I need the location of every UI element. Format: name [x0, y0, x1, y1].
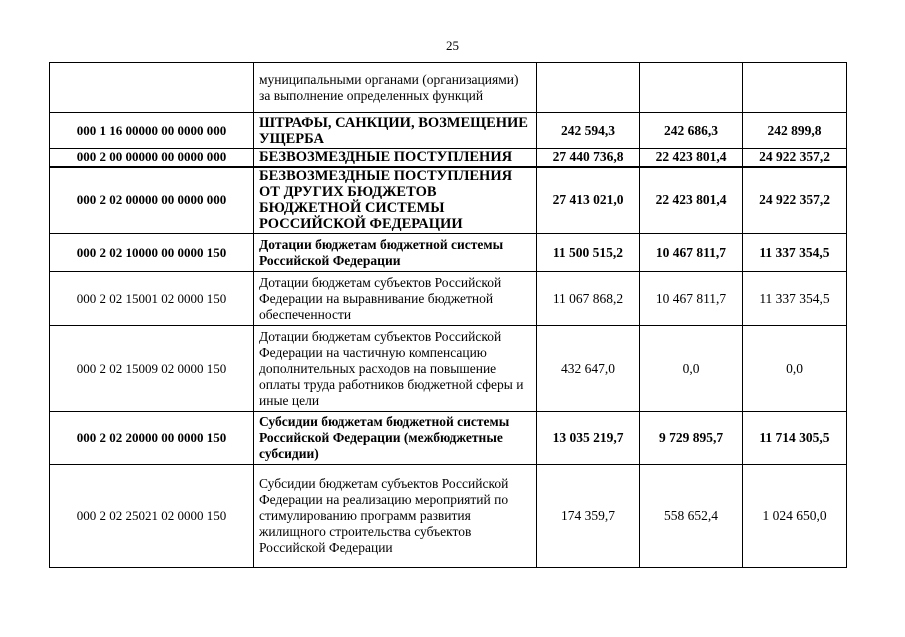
- table-row: [50, 149, 847, 167]
- row-value-3: [743, 63, 847, 113]
- table-row: [50, 326, 847, 412]
- table-row: [50, 234, 847, 272]
- row-value-1: 432 647,0: [537, 326, 640, 412]
- row-code: 000 2 02 00000 00 0000 000: [50, 167, 254, 234]
- row-value-2: [640, 63, 743, 113]
- row-name: БЕЗВОЗМЕЗДНЫЕ ПОСТУПЛЕНИЯ: [254, 149, 537, 167]
- row-value-3: 0,0: [743, 326, 847, 412]
- row-code: 000 2 02 20000 00 0000 150: [50, 412, 254, 465]
- row-code: 000 2 02 25021 02 0000 150: [50, 465, 254, 568]
- row-code: 000 2 02 15009 02 0000 150: [50, 326, 254, 412]
- row-value-3: 11 714 305,5: [743, 412, 847, 465]
- row-value-3: 1 024 650,0: [743, 465, 847, 568]
- row-value-3: 11 337 354,5: [743, 234, 847, 272]
- table-row: [50, 272, 847, 326]
- row-name: ШТРАФЫ, САНКЦИИ, ВОЗМЕЩЕНИЕ УЩЕРБА: [254, 113, 537, 149]
- table-row: [50, 412, 847, 465]
- row-name: Субсидии бюджетам субъектов Российской Федерации на реализацию мероприятий по стимулированию программ развития жилищного строительства субъектов Российской Федерации: [254, 465, 537, 568]
- row-value-2: 10 467 811,7: [640, 234, 743, 272]
- row-name: муниципальными органами (организациями) за выполнение определенных функций: [254, 63, 537, 113]
- row-value-3: 24 922 357,2: [743, 167, 847, 234]
- row-value-1: 242 594,3: [537, 113, 640, 149]
- row-name: Дотации бюджетам субъектов Российской Федерации на частичную компенсацию дополнительных расходов на повышение оплаты труда работников бюджетной сферы и иные цели: [254, 326, 537, 412]
- row-name: Субсидии бюджетам бюджетной системы Российской Федерации (межбюджетные субсидии): [254, 412, 537, 465]
- row-value-1: 27 413 021,0: [537, 167, 640, 234]
- row-code: [50, 63, 254, 113]
- row-value-2: 22 423 801,4: [640, 167, 743, 234]
- budget-revenue-table: [49, 62, 847, 568]
- row-value-2: 242 686,3: [640, 113, 743, 149]
- row-value-2: 558 652,4: [640, 465, 743, 568]
- row-code: 000 2 02 15001 02 0000 150: [50, 272, 254, 326]
- row-value-2: 10 467 811,7: [640, 272, 743, 326]
- table-row: [50, 63, 847, 113]
- row-code: 000 2 00 00000 00 0000 000: [50, 149, 254, 167]
- row-value-1: 13 035 219,7: [537, 412, 640, 465]
- table-row: [50, 113, 847, 149]
- row-value-1: [537, 63, 640, 113]
- row-code: 000 2 02 10000 00 0000 150: [50, 234, 254, 272]
- row-value-2: 0,0: [640, 326, 743, 412]
- row-value-3: 24 922 357,2: [743, 149, 847, 167]
- row-value-2: 22 423 801,4: [640, 149, 743, 167]
- row-name: БЕЗВОЗМЕЗДНЫЕ ПОСТУПЛЕНИЯ ОТ ДРУГИХ БЮДЖЕТОВ БЮДЖЕТНОЙ СИСТЕМЫ РОССИЙСКОЙ ФЕДЕРАЦИИ: [254, 167, 537, 234]
- table-row: [50, 167, 847, 234]
- page-number: 25: [446, 38, 459, 53]
- row-name: Дотации бюджетам субъектов Российской Федерации на выравнивание бюджетной обеспеченности: [254, 272, 537, 326]
- row-value-3: 11 337 354,5: [743, 272, 847, 326]
- row-value-2: 9 729 895,7: [640, 412, 743, 465]
- table-row: [50, 465, 847, 568]
- row-value-1: 11 500 515,2: [537, 234, 640, 272]
- row-value-1: 174 359,7: [537, 465, 640, 568]
- row-value-1: 11 067 868,2: [537, 272, 640, 326]
- row-value-1: 27 440 736,8: [537, 149, 640, 167]
- row-name: Дотации бюджетам бюджетной системы Российской Федерации: [254, 234, 537, 272]
- row-value-3: 242 899,8: [743, 113, 847, 149]
- row-code: 000 1 16 00000 00 0000 000: [50, 113, 254, 149]
